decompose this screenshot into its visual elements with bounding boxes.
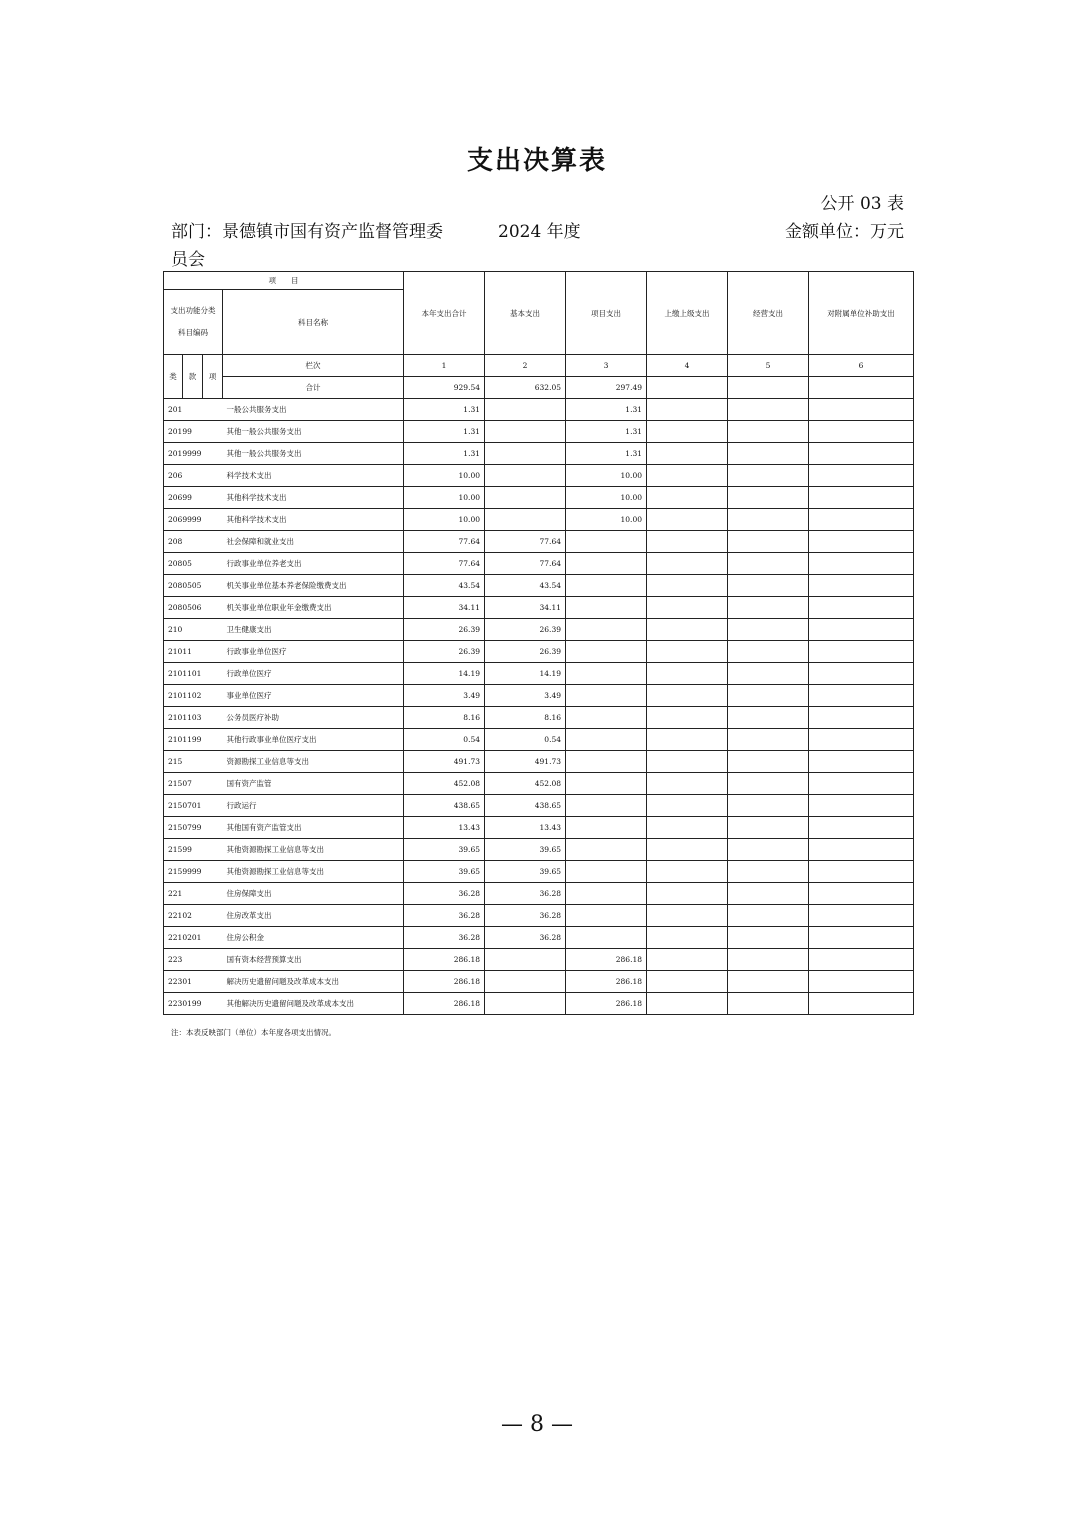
operating-expense <box>728 751 809 773</box>
total-expense: 0.54 <box>404 729 485 751</box>
table-row <box>164 685 914 707</box>
basic-expense <box>485 971 566 993</box>
total-expense: 286.18 <box>404 971 485 993</box>
subject-name: 解决历史遗留问题及改革成本支出 <box>223 971 404 993</box>
subsidy-expense <box>809 509 914 531</box>
subsidy-expense <box>809 465 914 487</box>
operating-expense <box>728 399 809 421</box>
total-expense: 43.54 <box>404 575 485 597</box>
col-number: 1 <box>404 355 485 377</box>
subject-code: 2101199 <box>164 729 223 751</box>
table-row <box>164 971 914 993</box>
project-expense <box>566 707 647 729</box>
total-value: 929.54 <box>404 377 485 399</box>
total-expense: 8.16 <box>404 707 485 729</box>
operating-expense <box>728 795 809 817</box>
basic-expense: 43.54 <box>485 575 566 597</box>
total-expense: 77.64 <box>404 553 485 575</box>
operating-expense <box>728 861 809 883</box>
lanci-label: 栏次 <box>223 355 404 377</box>
subject-name: 其他行政事业单位医疗支出 <box>223 729 404 751</box>
year-label: 2024 年度 <box>498 222 581 242</box>
project-expense <box>566 575 647 597</box>
project-expense: 10.00 <box>566 509 647 531</box>
remit-expense <box>647 399 728 421</box>
subject-code: 20805 <box>164 553 223 575</box>
total-expense: 286.18 <box>404 949 485 971</box>
total-label: 合计 <box>223 377 404 399</box>
subsidy-expense <box>809 883 914 905</box>
subject-code: 206 <box>164 465 223 487</box>
remit-expense <box>647 817 728 839</box>
basic-expense: 34.11 <box>485 597 566 619</box>
project-expense: 286.18 <box>566 971 647 993</box>
remit-expense <box>647 641 728 663</box>
subsidy-expense <box>809 443 914 465</box>
total-expense: 39.65 <box>404 839 485 861</box>
total-expense: 36.28 <box>404 905 485 927</box>
subsidy-expense <box>809 905 914 927</box>
subject-name: 其他国有资产监管支出 <box>223 817 404 839</box>
table-row <box>164 641 914 663</box>
col-number: 6 <box>809 355 914 377</box>
subsidy-expense <box>809 597 914 619</box>
project-expense <box>566 641 647 663</box>
remit-expense <box>647 421 728 443</box>
subject-code: 2069999 <box>164 509 223 531</box>
basic-expense: 26.39 <box>485 619 566 641</box>
remit-expense <box>647 971 728 993</box>
subject-name: 国有资本经营预算支出 <box>223 949 404 971</box>
operating-expense <box>728 971 809 993</box>
total-expense: 39.65 <box>404 861 485 883</box>
remit-expense <box>647 465 728 487</box>
operating-expense <box>728 465 809 487</box>
subject-name: 机关事业单位职业年金缴费支出 <box>223 597 404 619</box>
subsidy-expense <box>809 553 914 575</box>
operating-expense <box>728 597 809 619</box>
subject-name: 行政事业单位养老支出 <box>223 553 404 575</box>
subject-code: 2101103 <box>164 707 223 729</box>
total-expense: 1.31 <box>404 443 485 465</box>
project-expense <box>566 839 647 861</box>
project-expense: 1.31 <box>566 399 647 421</box>
subject-name: 住房改革支出 <box>223 905 404 927</box>
project-expense <box>566 597 647 619</box>
subject-code: 21599 <box>164 839 223 861</box>
basic-expense <box>485 421 566 443</box>
col-number: 5 <box>728 355 809 377</box>
project-expense <box>566 531 647 553</box>
remit-expense <box>647 751 728 773</box>
table-row <box>164 927 914 949</box>
table-row <box>164 751 914 773</box>
project-expense <box>566 685 647 707</box>
operating-expense <box>728 773 809 795</box>
unit-label: 金额单位：万元 <box>785 222 904 242</box>
operating-expense <box>728 531 809 553</box>
subject-code: 215 <box>164 751 223 773</box>
subject-code: 221 <box>164 883 223 905</box>
subject-name: 国有资产监管 <box>223 773 404 795</box>
basic-expense <box>485 399 566 421</box>
col-number: 2 <box>485 355 566 377</box>
basic-expense: 36.28 <box>485 927 566 949</box>
total-value: 632.05 <box>485 377 566 399</box>
subsidy-expense <box>809 707 914 729</box>
subsidy-expense <box>809 531 914 553</box>
total-expense: 10.00 <box>404 487 485 509</box>
subject-name: 其他解决历史遗留问题及改革成本支出 <box>223 993 404 1015</box>
expenditure-table <box>163 271 914 1015</box>
operating-expense <box>728 927 809 949</box>
operating-expense <box>728 553 809 575</box>
basic-expense: 438.65 <box>485 795 566 817</box>
table-row <box>164 619 914 641</box>
subject-code: 21011 <box>164 641 223 663</box>
subject-code: 2080506 <box>164 597 223 619</box>
remit-expense <box>647 795 728 817</box>
operating-expense <box>728 817 809 839</box>
remit-expense <box>647 509 728 531</box>
table-row <box>164 509 914 531</box>
subject-code: 2080505 <box>164 575 223 597</box>
remit-expense <box>647 927 728 949</box>
subsidy-expense <box>809 949 914 971</box>
subsidy-expense <box>809 993 914 1015</box>
basic-expense <box>485 487 566 509</box>
project-expense <box>566 663 647 685</box>
remit-expense <box>647 773 728 795</box>
total-value <box>728 377 809 399</box>
subject-name: 行政运行 <box>223 795 404 817</box>
table-row <box>164 905 914 927</box>
table-row <box>164 597 914 619</box>
operating-expense <box>728 707 809 729</box>
col-number: 4 <box>647 355 728 377</box>
table-row <box>164 773 914 795</box>
subject-name-header: 科目名称 <box>223 290 404 355</box>
table-row <box>164 729 914 751</box>
table-row <box>164 795 914 817</box>
total-expense: 3.49 <box>404 685 485 707</box>
subject-name: 科学技术支出 <box>223 465 404 487</box>
operating-expense <box>728 509 809 531</box>
project-expense <box>566 729 647 751</box>
project-expense <box>566 905 647 927</box>
subject-code: 20699 <box>164 487 223 509</box>
remit-expense <box>647 905 728 927</box>
total-expense: 438.65 <box>404 795 485 817</box>
total-expense: 14.19 <box>404 663 485 685</box>
total-expense: 26.39 <box>404 619 485 641</box>
col-header-subsidy: 对附属单位补助支出 <box>809 272 914 355</box>
operating-expense <box>728 685 809 707</box>
table-row <box>164 663 914 685</box>
table-row <box>164 465 914 487</box>
remit-expense <box>647 839 728 861</box>
subject-code: 22301 <box>164 971 223 993</box>
header-row-3 <box>164 355 914 377</box>
table-row <box>164 531 914 553</box>
remit-expense <box>647 443 728 465</box>
subject-code: 20199 <box>164 421 223 443</box>
subject-code: 2101101 <box>164 663 223 685</box>
project-expense <box>566 751 647 773</box>
subsidy-expense <box>809 795 914 817</box>
basic-expense <box>485 509 566 531</box>
page-title: 支出决算表 <box>466 146 607 176</box>
basic-expense: 452.08 <box>485 773 566 795</box>
subsidy-expense <box>809 817 914 839</box>
subject-code: 208 <box>164 531 223 553</box>
operating-expense <box>728 993 809 1015</box>
lei-header: 类 <box>164 355 183 399</box>
col-header-project: 项目支出 <box>566 272 647 355</box>
total-expense: 13.43 <box>404 817 485 839</box>
subsidy-expense <box>809 685 914 707</box>
subject-code: 22102 <box>164 905 223 927</box>
total-expense: 452.08 <box>404 773 485 795</box>
subsidy-expense <box>809 729 914 751</box>
col-header-operating: 经营支出 <box>728 272 809 355</box>
operating-expense <box>728 619 809 641</box>
table-row <box>164 575 914 597</box>
project-expense <box>566 795 647 817</box>
col-number: 3 <box>566 355 647 377</box>
subject-name: 资源勘探工业信息等支出 <box>223 751 404 773</box>
department-label: 部门：景德镇市国有资产监督管理委员会 <box>171 222 443 270</box>
total-value <box>809 377 914 399</box>
total-expense: 1.31 <box>404 399 485 421</box>
table-row <box>164 421 914 443</box>
table-note: 注：本表反映部门（单位）本年度各项支出情况。 <box>171 1028 336 1037</box>
basic-expense <box>485 443 566 465</box>
project-expense <box>566 553 647 575</box>
total-expense: 10.00 <box>404 509 485 531</box>
table-row <box>164 553 914 575</box>
project-expense <box>566 861 647 883</box>
col-header-remit: 上缴上级支出 <box>647 272 728 355</box>
total-expense: 36.28 <box>404 927 485 949</box>
basic-expense: 26.39 <box>485 641 566 663</box>
subject-code: 2150799 <box>164 817 223 839</box>
project-expense: 286.18 <box>566 993 647 1015</box>
subsidy-expense <box>809 487 914 509</box>
remit-expense <box>647 883 728 905</box>
project-expense <box>566 619 647 641</box>
basic-expense: 0.54 <box>485 729 566 751</box>
basic-expense <box>485 993 566 1015</box>
total-expense: 1.31 <box>404 421 485 443</box>
operating-expense <box>728 487 809 509</box>
table-row <box>164 993 914 1015</box>
form-code: 公开 03 表 <box>820 194 904 214</box>
remit-expense <box>647 553 728 575</box>
subject-code: 21507 <box>164 773 223 795</box>
project-expense: 1.31 <box>566 443 647 465</box>
basic-expense: 491.73 <box>485 751 566 773</box>
remit-expense <box>647 707 728 729</box>
project-expense <box>566 927 647 949</box>
subject-name: 其他一般公共服务支出 <box>223 443 404 465</box>
subject-code: 2210201 <box>164 927 223 949</box>
basic-expense: 77.64 <box>485 553 566 575</box>
subsidy-expense <box>809 839 914 861</box>
subject-name: 其他资源勘探工业信息等支出 <box>223 839 404 861</box>
basic-expense: 77.64 <box>485 531 566 553</box>
project-expense <box>566 883 647 905</box>
subject-code: 223 <box>164 949 223 971</box>
subject-code: 2101102 <box>164 685 223 707</box>
basic-expense: 13.43 <box>485 817 566 839</box>
total-expense: 26.39 <box>404 641 485 663</box>
remit-expense <box>647 993 728 1015</box>
table-row <box>164 839 914 861</box>
subject-name: 社会保障和就业支出 <box>223 531 404 553</box>
subsidy-expense <box>809 399 914 421</box>
table-row <box>164 443 914 465</box>
total-expense: 286.18 <box>404 993 485 1015</box>
page-number: — 8 — <box>501 1412 573 1437</box>
table-row <box>164 487 914 509</box>
basic-expense <box>485 949 566 971</box>
subsidy-expense <box>809 641 914 663</box>
total-value: 297.49 <box>566 377 647 399</box>
table-row <box>164 861 914 883</box>
subject-code: 201 <box>164 399 223 421</box>
col-header-total: 本年支出合计 <box>404 272 485 355</box>
basic-expense: 39.65 <box>485 839 566 861</box>
subsidy-expense <box>809 421 914 443</box>
basic-expense <box>485 465 566 487</box>
xiang-header: 项 <box>203 355 223 399</box>
table-row <box>164 707 914 729</box>
code-group-header: 支出功能分类科目编码 <box>164 290 223 355</box>
remit-expense <box>647 663 728 685</box>
remit-expense <box>647 729 728 751</box>
project-expense: 286.18 <box>566 949 647 971</box>
subject-code: 2159999 <box>164 861 223 883</box>
subject-name: 机关事业单位基本养老保险缴费支出 <box>223 575 404 597</box>
col-header-basic: 基本支出 <box>485 272 566 355</box>
remit-expense <box>647 685 728 707</box>
operating-expense <box>728 949 809 971</box>
total-expense: 36.28 <box>404 883 485 905</box>
subsidy-expense <box>809 927 914 949</box>
project-expense <box>566 817 647 839</box>
basic-expense: 8.16 <box>485 707 566 729</box>
subsidy-expense <box>809 751 914 773</box>
total-row <box>164 377 914 399</box>
operating-expense <box>728 575 809 597</box>
total-value <box>647 377 728 399</box>
total-expense: 10.00 <box>404 465 485 487</box>
subsidy-expense <box>809 619 914 641</box>
basic-expense: 36.28 <box>485 905 566 927</box>
table-row <box>164 399 914 421</box>
operating-expense <box>728 883 809 905</box>
remit-expense <box>647 949 728 971</box>
project-expense: 10.00 <box>566 487 647 509</box>
operating-expense <box>728 421 809 443</box>
remit-expense <box>647 861 728 883</box>
remit-expense <box>647 575 728 597</box>
subsidy-expense <box>809 971 914 993</box>
basic-expense: 3.49 <box>485 685 566 707</box>
item-header: 项 目 <box>164 272 404 290</box>
subject-code: 2230199 <box>164 993 223 1015</box>
subject-name: 公务员医疗补助 <box>223 707 404 729</box>
subject-name: 卫生健康支出 <box>223 619 404 641</box>
subject-code: 210 <box>164 619 223 641</box>
subject-name: 事业单位医疗 <box>223 685 404 707</box>
basic-expense: 14.19 <box>485 663 566 685</box>
remit-expense <box>647 531 728 553</box>
table-row <box>164 949 914 971</box>
subsidy-expense <box>809 663 914 685</box>
subject-name: 住房保障支出 <box>223 883 404 905</box>
subject-code: 2019999 <box>164 443 223 465</box>
subsidy-expense <box>809 773 914 795</box>
subject-name: 其他科学技术支出 <box>223 487 404 509</box>
basic-expense: 39.65 <box>485 861 566 883</box>
operating-expense <box>728 729 809 751</box>
header-row-1 <box>164 272 914 290</box>
total-expense: 491.73 <box>404 751 485 773</box>
subject-name: 其他一般公共服务支出 <box>223 421 404 443</box>
operating-expense <box>728 663 809 685</box>
subject-name: 住房公积金 <box>223 927 404 949</box>
operating-expense <box>728 443 809 465</box>
subsidy-expense <box>809 575 914 597</box>
operating-expense <box>728 839 809 861</box>
project-expense: 10.00 <box>566 465 647 487</box>
total-expense: 77.64 <box>404 531 485 553</box>
subject-name: 其他科学技术支出 <box>223 509 404 531</box>
project-expense <box>566 773 647 795</box>
subsidy-expense <box>809 861 914 883</box>
operating-expense <box>728 641 809 663</box>
table-row <box>164 817 914 839</box>
operating-expense <box>728 905 809 927</box>
subject-name: 行政事业单位医疗 <box>223 641 404 663</box>
subject-name: 行政单位医疗 <box>223 663 404 685</box>
remit-expense <box>647 619 728 641</box>
basic-expense: 36.28 <box>485 883 566 905</box>
kuan-header: 款 <box>183 355 203 399</box>
subject-name: 一般公共服务支出 <box>223 399 404 421</box>
subject-code: 2150701 <box>164 795 223 817</box>
total-expense: 34.11 <box>404 597 485 619</box>
subject-name: 其他资源勘探工业信息等支出 <box>223 861 404 883</box>
remit-expense <box>647 487 728 509</box>
table-row <box>164 883 914 905</box>
remit-expense <box>647 597 728 619</box>
project-expense: 1.31 <box>566 421 647 443</box>
